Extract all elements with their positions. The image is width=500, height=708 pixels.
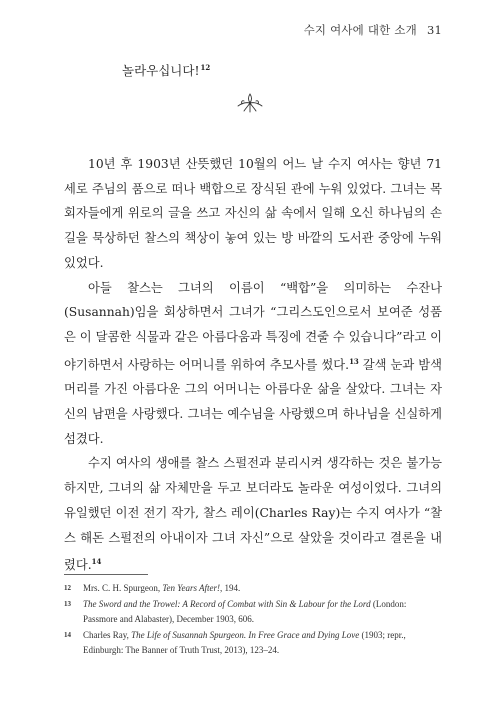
paragraph-1: 10년 후 1903년 산뜻했던 10월의 어느 날 수지 여사는 향년 71세로 주님의 품으로 떠나 백합으로 장식된 관에 누워 있었다. 그녀는 목회자들에게 위로의 글을 쓰고 자신의 삶 속에서 일해 오신 하나님의 손길을 묵상하던 찰스의 책상이 놓여 있는 방 바깥의 도서관 중앙에 누워 있었다. bbox=[64, 157, 442, 270]
running-header bbox=[304, 22, 442, 38]
page-number: 31 bbox=[426, 23, 442, 37]
footnote-ref-12: 12 bbox=[200, 63, 211, 72]
quote-ending bbox=[122, 61, 210, 79]
footnote-ref-13: 13 bbox=[349, 356, 359, 366]
footnote-ref-14: 14 bbox=[91, 557, 102, 567]
footnote-12: 12 Mrs. C. H. Spurgeon, Ten Years After!, 194. bbox=[64, 583, 241, 593]
paragraph-3: 수지 여사의 생애를 찰스 스펄전과 분리시켜 생각하는 것은 불가능하지만, 그녀의 삶 자체만을 두고 보더라도 놀라운 여성이었다. 그녀의 유일했던 이전 전기 작가, 찰스 레이(Charles Ray)는 수지 여사가 “찰스 해돈 스펄전의 아내이자 그녀 자신”으로 살았을 것이라고 결론을 내렸다.$^{14}$ bbox=[64, 456, 442, 573]
footnote-13: 13 The Sword and the Trowel: A Record of Combat with Sin & Labour for the Lord (London: Passmore and Alabaster), December 1903, 606. bbox=[64, 598, 407, 624]
running-header-title: 수지 여사에 대한 소개 bbox=[303, 23, 417, 37]
body-text bbox=[64, 152, 442, 578]
paragraph-2: 아들 찰스는 그녀의 이름이 “백합”을 의미하는 수잔나(Susannah)임을 회상하면서 그녀가 “그리스도인으로서 보여준 성품은 이 달콤한 식물과 같은 아름다움과 특징에 견줄 수 있습니다”라고 이야기하면서 사랑하는 어머니를 위하여 추모사를 썼다.$^{13}$ 갈색 눈과 밤색 머리를 가진 아름다운 그의 어머니는 아름다운 삶을 살았다. 그녀는 자신의 남편을 사랑했다. 그녀는 예수님을 사랑했으며 하나님을 신실하게 섬겼다. bbox=[64, 280, 442, 446]
footnotes bbox=[64, 581, 442, 659]
quote-ending-text: 놀라우십니다! bbox=[122, 63, 200, 78]
fleuron-ornament-icon bbox=[236, 90, 264, 114]
footnote-14: 14 Charles Ray, The Life of Susannah Spurgeon. In Free Grace and Dying Love (1903; repr., Edinburgh: The Banner of Truth Trust, 2013), 123–24. bbox=[64, 629, 406, 655]
footnote-divider bbox=[64, 574, 148, 575]
